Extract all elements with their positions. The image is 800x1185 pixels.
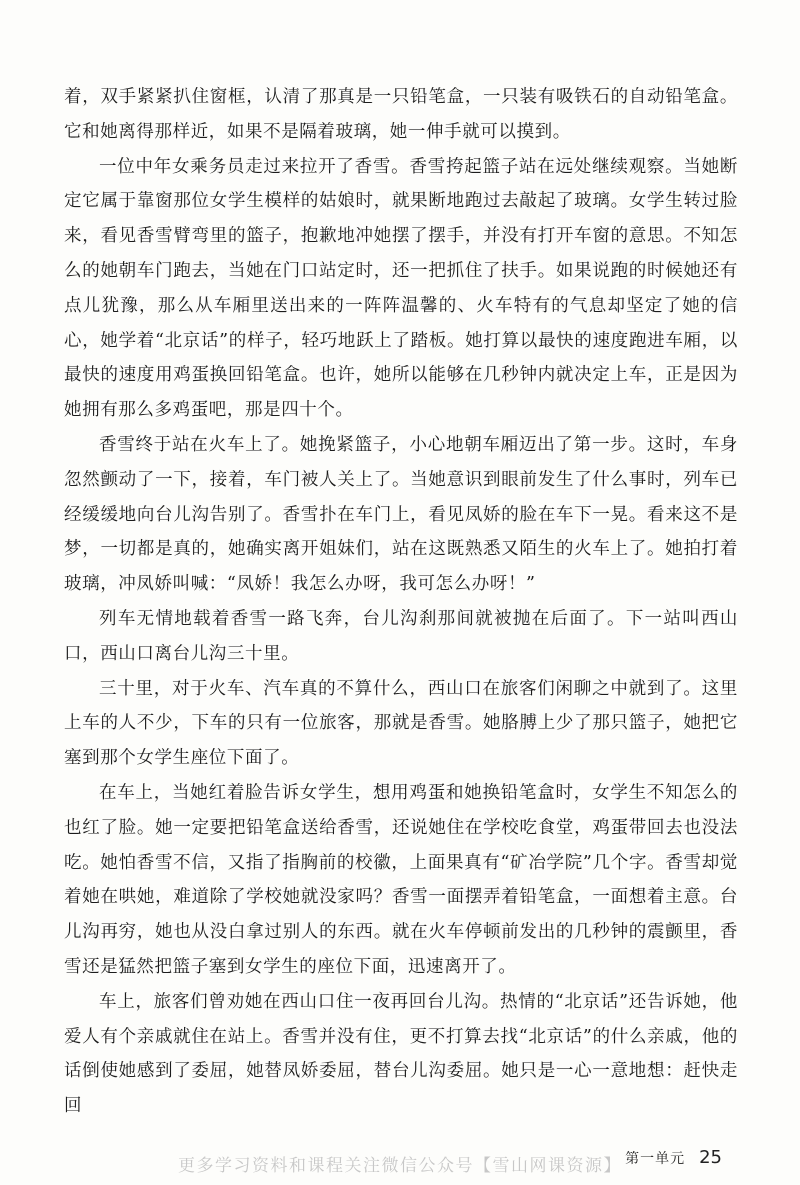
paragraph: 香雪终于站在火车上了。她挽紧篮子，小心地朝车厢迈出了第一步。这时，车身忽然颤动了一下，接着，车门被人关上了。当她意识到眼前发生了什么事时，列车已经缓缓地向台儿沟告别了。香雪扑在车门上，看见凤娇的脸在车下一晃。看来这不是梦，一切都是真的，她确实离开姐妹们，站在这既熟悉又陌生的火车上了。她拍打着玻璃，冲凤娇叫喊：“凤娇！我怎么办呀，我可怎么办呀！” bbox=[64, 434, 738, 595]
paragraph: 列车无情地载着香雪一路飞奔，台儿沟刹那间就被抛在后面了。下一站叫西山口，西山口离台儿沟三十里。 bbox=[64, 608, 738, 664]
paragraph: 一位中年女乘务员走过来拉开了香雪。香雪挎起篮子站在远处继续观察。当她断定它属于靠窗那位女学生模样的姑娘时，就果断地跑过去敲起了玻璃。女学生转过脸来，看见香雪臂弯里的篮子，抱歉地冲她摆了摆手，并没有打开车窗的意思。不知怎么的她朝车门跑去，当她在门口站定时，还一把抓住了扶手。如果说跑的时候她还有点儿犹豫，那么从车厢里送出来的一阵阵温馨的、火车特有的气息却坚定了她的信心，她学着“北京话”的样子，轻巧地跃上了踏板。她打算以最快的速度跑进车厢，以最快的速度用鸡蛋换回铅笔盒。也许，她所以能够在几秒钟内就决定上车，正是因为她拥有那么多鸡蛋吧，那是四十个。 bbox=[64, 156, 738, 421]
body-text bbox=[64, 80, 738, 1124]
paragraph: 车上，旅客们曾劝她在西山口住一夜再回台儿沟。热情的“北京话”还告诉她，他爱人有个亲戚就住在站上。香雪并没有住，更不打算去找“北京话”的什么亲戚，他的话倒使她感到了委屈，她替凤娇委屈，替台儿沟委屈。她只是一心一意地想：赶快走回 bbox=[64, 991, 738, 1117]
paragraph: 在车上，当她红着脸告诉女学生，想用鸡蛋和她换铅笔盒时，女学生不知怎么的也红了脸。她一定要把铅笔盒送给香雪，还说她住在学校吃食堂，鸡蛋带回去也没法吃。她怕香雪不信，又指了指胸前的校徽，上面果真有“矿冶学院”几个字。香雪却觉着她在哄她，难道除了学校她就没家吗？香雪一面摆弄着铅笔盒，一面想着主意。台儿沟再穷，她也从没白拿过别人的东西。就在火车停顿前发出的几秒钟的震颤里，香雪还是猛然把篮子塞到女学生的座位下面，迅速离开了。 bbox=[64, 782, 738, 977]
page-number: 25 bbox=[699, 1147, 722, 1168]
watermark-text: 更多学习资料和课程关注微信公众号【雪山网课资源】 bbox=[178, 1156, 622, 1176]
paragraph: 着，双手紧紧扒住窗框，认清了那真是一只铅笔盒，一只装有吸铁石的自动铅笔盒。它和她离得那样近，如果不是隔着玻璃，她一伸手就可以摸到。 bbox=[64, 87, 738, 142]
unit-label: 第一单元 bbox=[625, 1151, 686, 1167]
paragraph: 三十里，对于火车、汽车真的不算什么，西山口在旅客们闲聊之中就到了。这里上车的人不少，下车的只有一位旅客，那就是香雪。她胳膊上少了那只篮子，她把它塞到那个女学生座位下面了。 bbox=[64, 678, 738, 769]
